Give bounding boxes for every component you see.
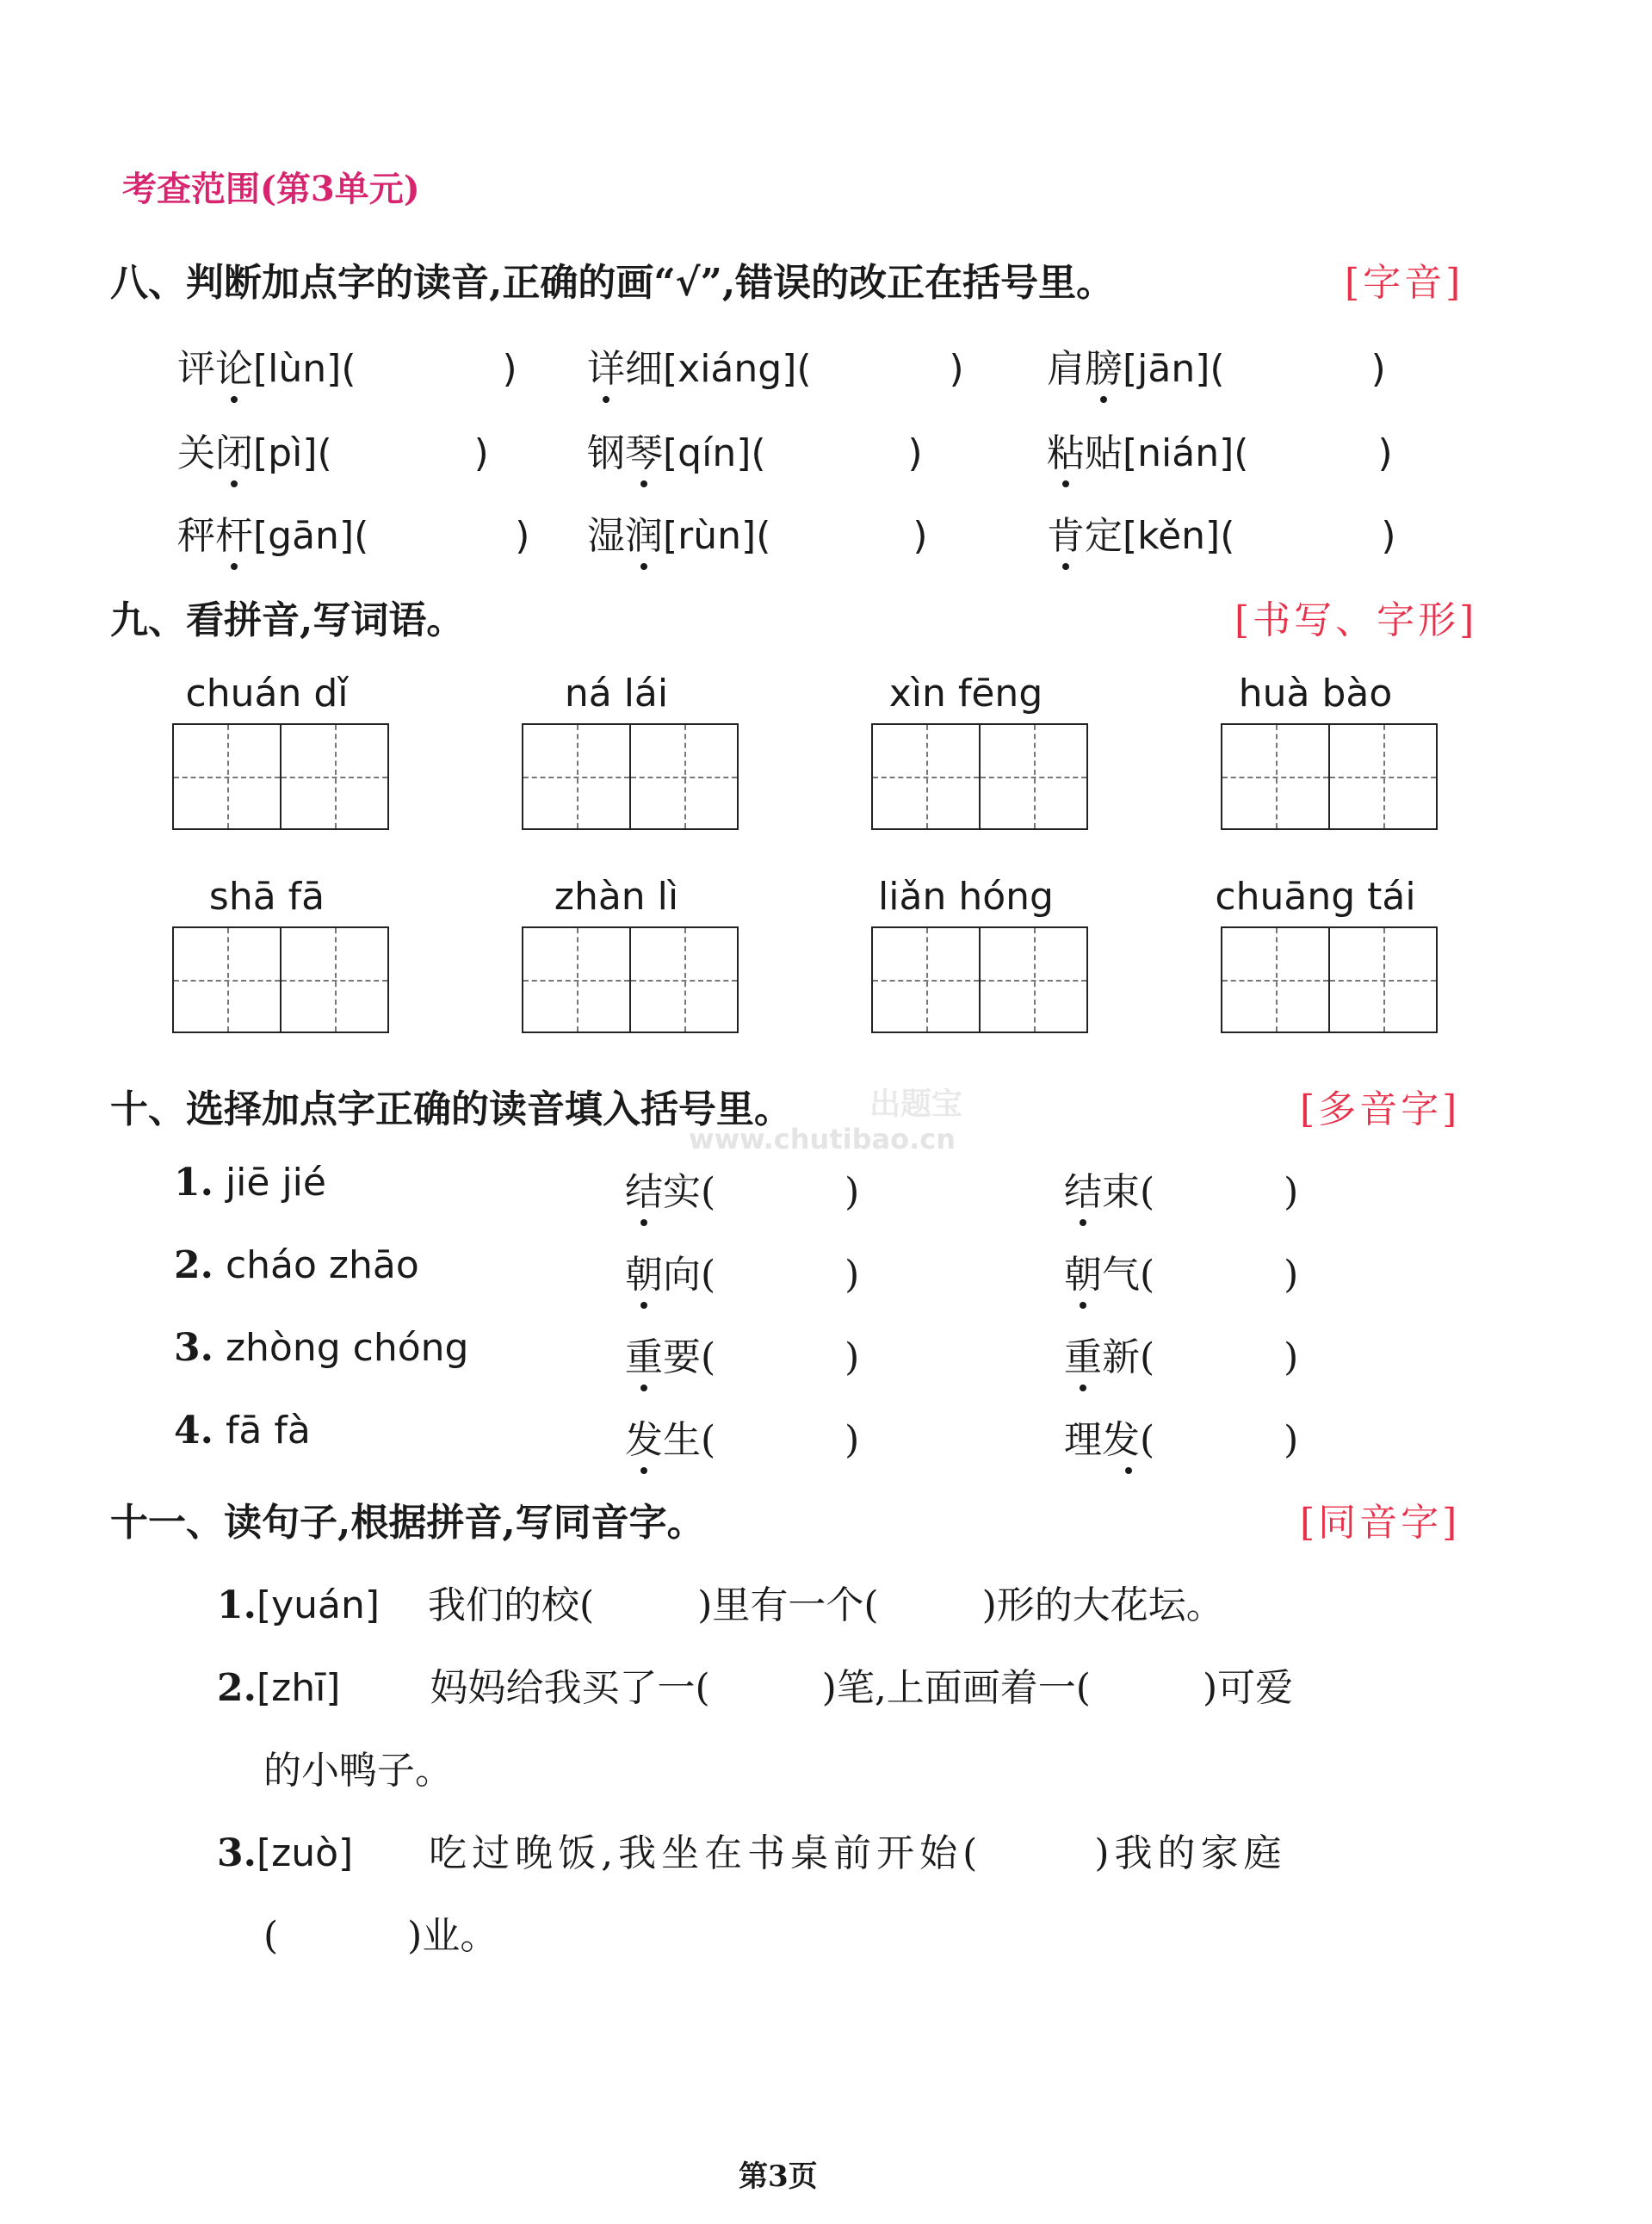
s11-q3: 3.[zuò] 吃过晚饭,我坐在书桌前开始( )我的家庭	[217, 1831, 1287, 1875]
s8-item-6: 粘贴[nián]( )	[1047, 422, 1393, 477]
writing-grid-6[interactable]	[522, 926, 739, 1033]
pinyin-word-5: shā fā	[208, 875, 325, 919]
s8-item-3: 肩膀[jān]( )	[1047, 338, 1386, 393]
scope-title: 考查范围(第3单元)	[122, 169, 420, 209]
s11-q2-continued: 的小鸭子。	[263, 1749, 453, 1793]
writing-grid-1[interactable]	[172, 723, 389, 830]
pinyin-word-8: chuāng tái	[1215, 875, 1416, 919]
writing-grid-5[interactable]	[172, 926, 389, 1033]
section-9-title: 九、看拼音,写词语。	[110, 598, 465, 642]
s10-row-3-word-1: 重要( )	[625, 1326, 859, 1381]
section-8-tag: [字音]	[1345, 261, 1464, 305]
s8-item-2: 详细[xiáng]( )	[587, 338, 964, 393]
s10-row-2-word-2: 朝气( )	[1064, 1243, 1298, 1298]
pinyin-word-6: zhàn lì	[554, 875, 679, 919]
s10-row-4-word-1: 发生( )	[625, 1409, 859, 1464]
s10-row-4-pinyin: 4. fā fà	[174, 1409, 311, 1453]
s10-row-2-pinyin: 2. cháo zhāo	[174, 1243, 419, 1287]
writing-grid-8[interactable]	[1221, 926, 1438, 1033]
s8-item-4: 关闭[pì]( )	[177, 422, 489, 477]
writing-grid-3[interactable]	[871, 723, 1088, 830]
pinyin-word-3: xìn fēng	[888, 672, 1043, 716]
section-8-title: 八、判断加点字的读音,正确的画“√”,错误的改正在括号里。	[110, 261, 1115, 305]
s10-row-1-pinyin: 1. jiē jié	[174, 1161, 326, 1205]
s10-row-4-word-2: 理发( )	[1064, 1409, 1298, 1464]
pinyin-word-4: huà bào	[1238, 672, 1393, 716]
pinyin-word-1: chuán dǐ	[185, 672, 349, 716]
s11-q3-continued: ( )业。	[263, 1914, 498, 1958]
section-11-tag: [同音字]	[1300, 1501, 1461, 1545]
s8-item-9: 肯定[kěn]( )	[1047, 505, 1396, 560]
s10-row-3-word-2: 重新( )	[1064, 1326, 1298, 1381]
pinyin-word-7: liǎn hóng	[878, 875, 1054, 919]
s8-item-8: 湿润[rùn]( )	[587, 505, 928, 560]
s10-row-1-word-1: 结实( )	[625, 1161, 859, 1216]
s10-row-3-pinyin: 3. zhòng chóng	[174, 1326, 469, 1370]
s10-row-2-word-1: 朝向( )	[625, 1243, 859, 1298]
pinyin-word-2: ná lái	[564, 672, 669, 716]
section-10-tag: [多音字]	[1300, 1087, 1461, 1131]
section-9-tag: [书写、字形]	[1234, 598, 1478, 642]
page-number: 第3页	[739, 2159, 818, 2194]
s8-item-7: 秤杆[gān]( )	[177, 505, 529, 560]
writing-grid-7[interactable]	[871, 926, 1088, 1033]
s8-item-1: 评论[lùn]( )	[177, 338, 517, 393]
s11-q1: 1.[yuán] 我们的校( )里有一个( )形的大花坛。	[217, 1583, 1224, 1627]
writing-grid-4[interactable]	[1221, 723, 1438, 830]
watermark-url: www.chutibao.cn	[689, 1123, 956, 1155]
writing-grid-2[interactable]	[522, 723, 739, 830]
s11-q2: 2.[zhī] 妈妈给我买了一( )笔,上面画着一( )可爱	[217, 1666, 1294, 1710]
section-11-title: 十一、读句子,根据拼音,写同音字。	[110, 1501, 705, 1545]
s8-item-5: 钢琴[qín]( )	[587, 422, 923, 477]
s10-row-1-word-2: 结束( )	[1064, 1161, 1298, 1216]
section-10-title: 十、选择加点字正确的读音填入括号里。	[110, 1087, 792, 1131]
watermark-logo-text: 出题宝	[869, 1087, 963, 1122]
